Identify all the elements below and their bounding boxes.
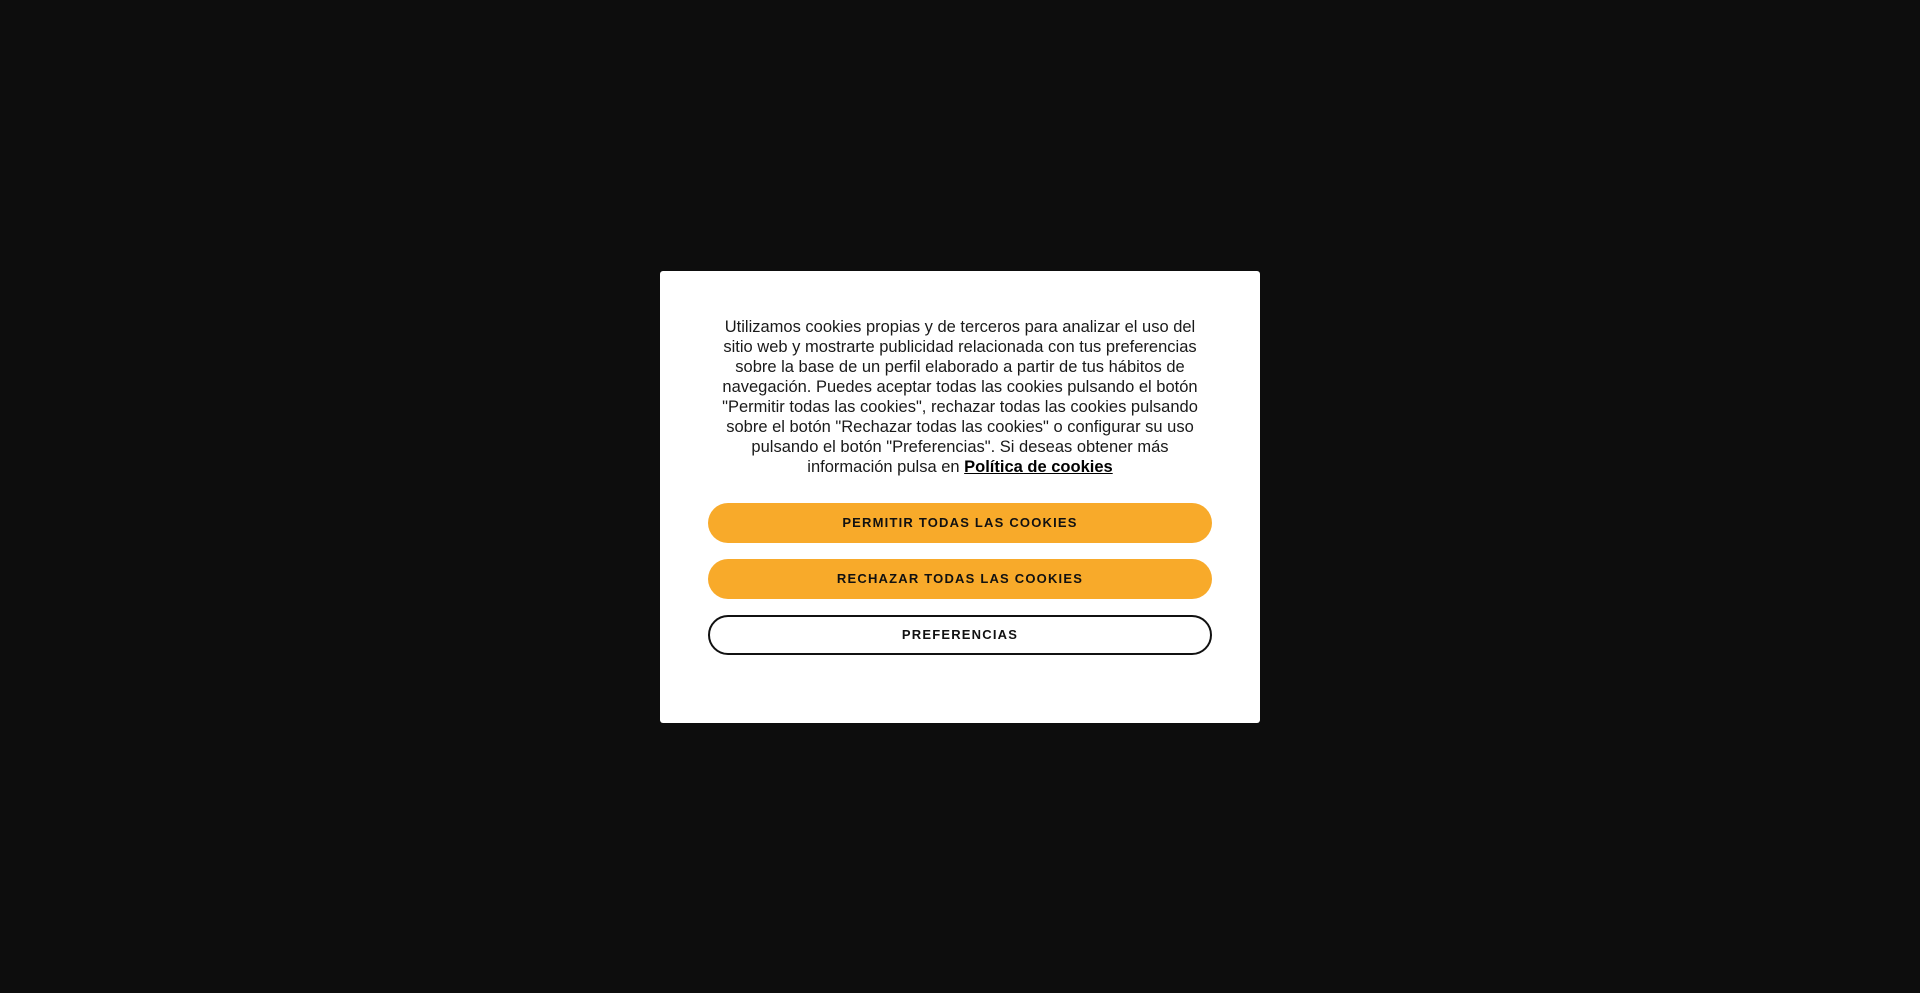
allow-all-cookies-button[interactable]: PERMITIR TODAS LAS COOKIES — [708, 503, 1212, 543]
cookie-consent-text: Utilizamos cookies propias y de terceros para analizar el uso del sitio web y mostrarte publicidad relacionada con tus preferencias sobre la base de un perfil elaborado a partir de tus hábitos de navegación. Puedes aceptar todas las cookies pulsando el botón "Permitir todas las cookies", rechazar todas las cookies pulsando sobre el botón "Rechazar todas las cookies" o configurar su uso pulsando el botón "Preferencias". Si deseas obtener más información pulsa en — [722, 318, 1198, 476]
cookie-consent-message — [708, 317, 1212, 477]
reject-all-cookies-button[interactable]: RECHAZAR TODAS LAS COOKIES — [708, 559, 1212, 599]
preferences-button[interactable]: PREFERENCIAS — [708, 615, 1212, 655]
cookie-consent-dialog — [660, 271, 1260, 723]
cookie-policy-link[interactable]: Política de cookies — [964, 458, 1113, 476]
